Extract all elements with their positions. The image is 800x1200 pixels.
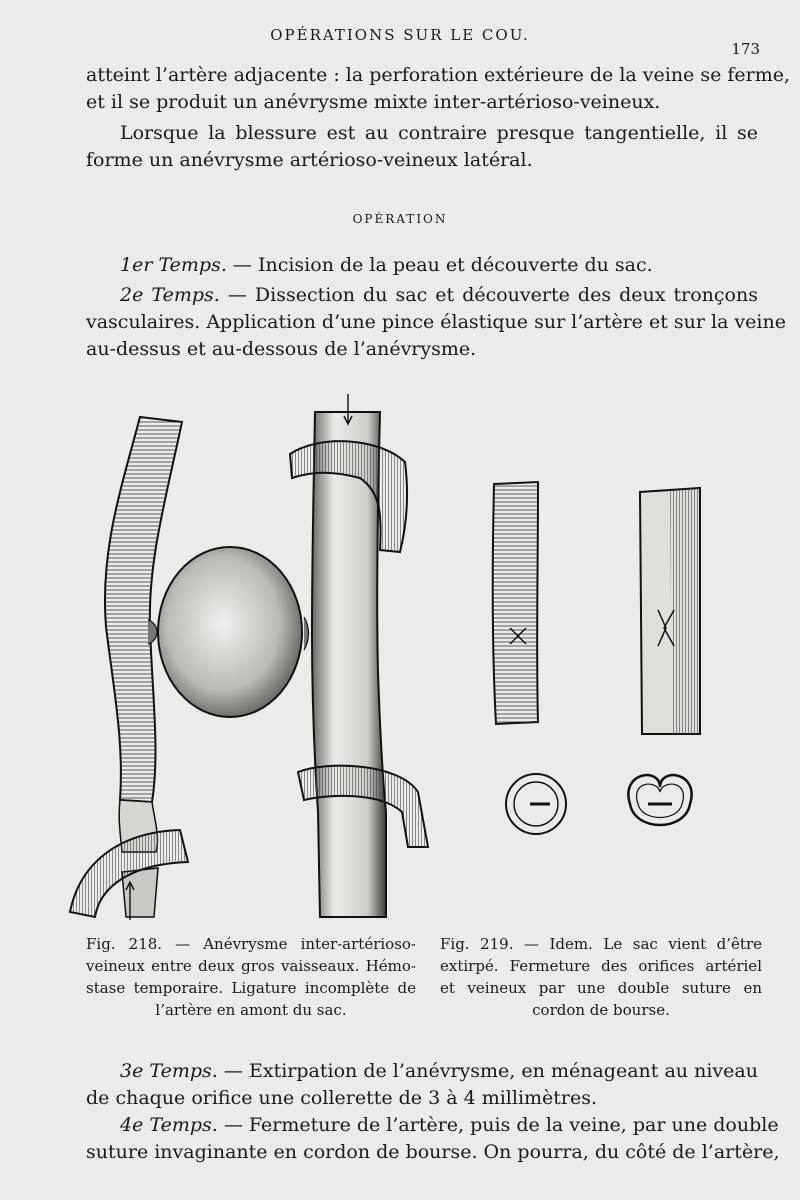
temps3-label: 3e Temps.: [120, 1060, 218, 1082]
temps4-line-2: suture invaginante en cordon de bourse. On pourra, du côté de l’artère,: [86, 1141, 780, 1163]
fig218-caption-line-4: l’artère en amont du sac.: [155, 1001, 347, 1019]
fig219-caption-line-1: Fig. 219. — Idem. Le sac vient d’être: [440, 935, 762, 953]
intro-line-1: atteint l’artère adjacente : la perforation extérieure de la veine se ferme,: [86, 64, 791, 86]
temps4-first: — Fermeture de l’artère, puis de la veine, par une double: [223, 1114, 779, 1136]
lateral-line-2: forme un anévrysme artérioso-veineux latéral.: [86, 149, 533, 171]
page-number: 173: [731, 40, 760, 58]
fig219-caption: [440, 933, 762, 1021]
temps2-line-2: vasculaires. Application d’une pince élastique sur l’artère et sur la veine: [86, 311, 786, 333]
temps2-paragraph: [86, 282, 786, 363]
sutured-artery-drawing: [493, 482, 566, 834]
fig219-caption-line-2: extirpé. Fermeture des orifices artériel: [440, 957, 762, 975]
intro-line-2: et il se produit un anévrysme mixte inter-artérioso-veineux.: [86, 91, 661, 113]
fig218-caption-line-3: stase temporaire. Ligature incomplète de: [86, 979, 416, 997]
temps3-first: — Extirpation de l’anévrysme, en ménageant au niveau: [223, 1060, 758, 1082]
figures-illustration: [60, 392, 760, 922]
fig218-caption-line-2: veineux entre deux gros vaisseaux. Hémo-: [86, 957, 416, 975]
lateral-paragraph: [86, 120, 758, 174]
fig219-caption-line-3: et veineux par une double suture en: [440, 979, 762, 997]
temps4-label: 4e Temps.: [120, 1114, 218, 1136]
temps1-label: 1er Temps.: [120, 254, 227, 276]
aneurysm-sac-drawing: [148, 547, 309, 717]
temps3-paragraph: [86, 1058, 758, 1112]
fig218-caption-line-1: Fig. 218. — Anévrysme inter-artérioso-: [86, 935, 416, 953]
temps3-line-2: de chaque orifice une collerette de 3 à 4 millimètres.: [86, 1087, 598, 1109]
temps2-first: — Dissection du sac et découverte des deux tronçons: [227, 284, 758, 306]
temps1-paragraph: [86, 252, 758, 279]
lateral-line-1: Lorsque la blessure est au contraire presque tangentielle, il se: [120, 122, 758, 144]
sutured-vein-drawing: [628, 488, 700, 825]
fig219-caption-line-4: cordon de bourse.: [532, 1001, 670, 1019]
temps4-paragraph: [86, 1112, 780, 1166]
temps2-line-3: au-dessus et au-dessous de l’anévrysme.: [86, 338, 477, 360]
intro-paragraph: [86, 62, 791, 116]
vein-drawing: [290, 394, 428, 917]
temps2-label: 2e Temps.: [120, 284, 220, 306]
fig218-caption: [86, 933, 416, 1021]
section-title: OPÉRATION: [352, 212, 448, 226]
temps1-text: — Incision de la peau et découverte du sac.: [232, 254, 653, 276]
running-title: OPÉRATIONS SUR LE COU.: [270, 26, 530, 44]
